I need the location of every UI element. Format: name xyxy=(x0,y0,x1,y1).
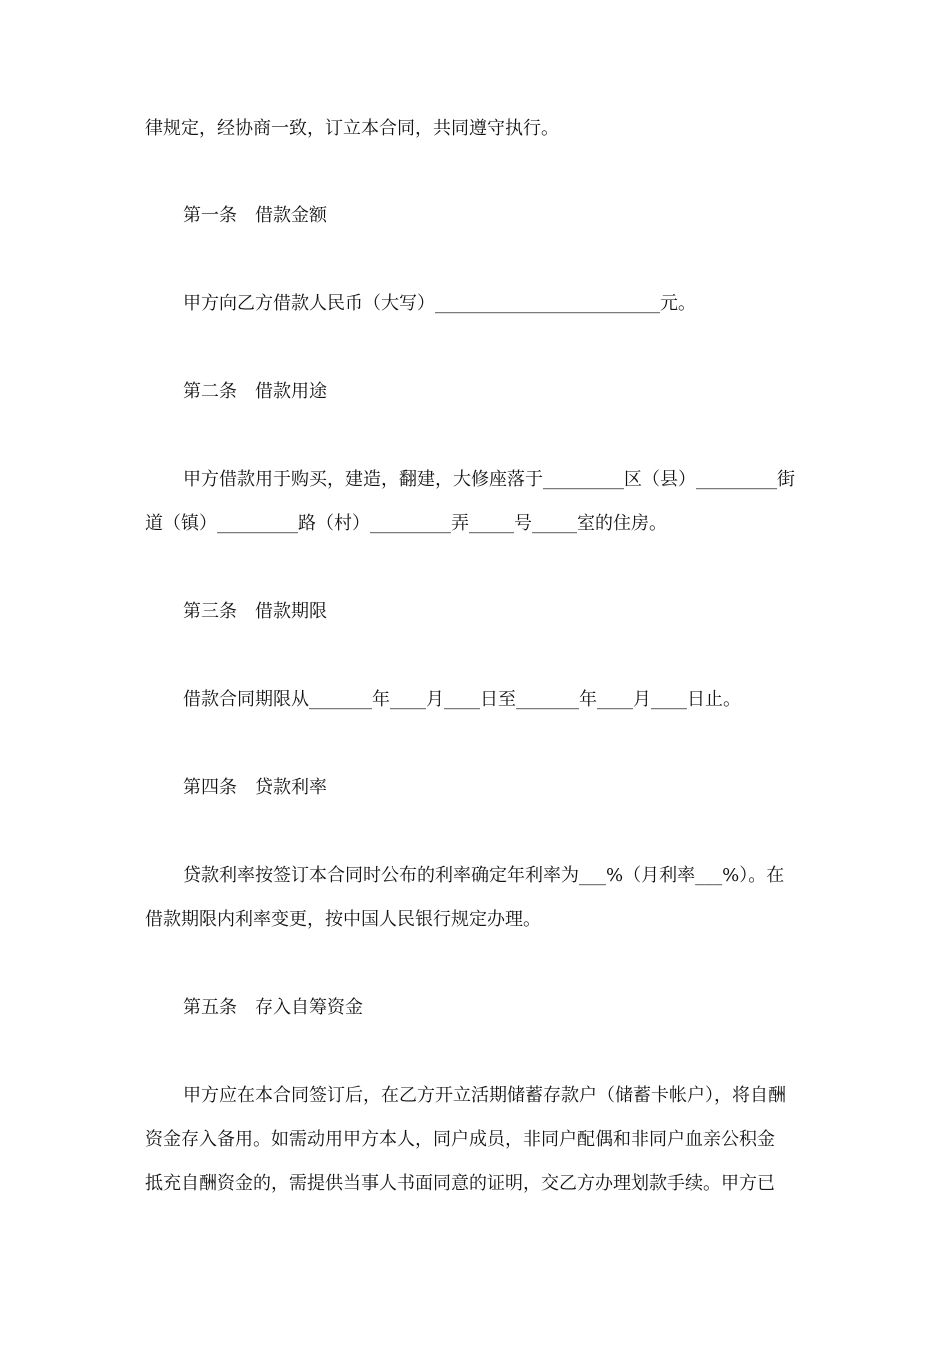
intro-paragraph-tail: 律规定，经协商一致，订立本合同，共同遵守执行。 xyxy=(145,118,559,139)
article-4-body-line-1: 贷款利率按签订本合同时公布的利率确定年利率为___%（月利率___%）。在 xyxy=(183,865,785,886)
article-5-body-line-1: 甲方应在本合同签订后，在乙方开立活期储蓄存款户（储蓄卡帐户），将自酬 xyxy=(183,1085,786,1106)
article-number: 第五条 xyxy=(183,997,237,1018)
article-5-body-line-2: 资金存入备用。如需动用甲方本人，同户成员，非同户配偶和非同户血亲公积金 xyxy=(145,1129,775,1150)
article-number: 第三条 xyxy=(183,601,237,622)
article-number: 第一条 xyxy=(183,205,237,226)
article-title: 借款用途 xyxy=(255,381,327,402)
article-title: 借款金额 xyxy=(255,205,327,226)
article-1-body-line-1: 甲方向乙方借款人民币（大写）_________________________元。 xyxy=(183,293,696,314)
article-title: 借款期限 xyxy=(255,601,327,622)
article-number: 第四条 xyxy=(183,777,237,798)
article-number: 第二条 xyxy=(183,381,237,402)
article-1-heading xyxy=(183,204,810,228)
article-3-body-line-1: 借款合同期限从_______年____月____日至_______年____月____日止。 xyxy=(183,689,741,710)
article-title: 存入自筹资金 xyxy=(255,997,363,1018)
article-2-body-line-2: 道（镇）_________路（村）_________弄_____号_____室的住房。 xyxy=(145,513,667,534)
article-3-heading xyxy=(183,600,810,624)
article-2-heading xyxy=(183,380,810,404)
article-4-body-line-2: 借款期限内利率变更，按中国人民银行规定办理。 xyxy=(145,909,541,930)
article-title: 贷款利率 xyxy=(255,777,327,798)
article-5-body-line-3: 抵充自酬资金的，需提供当事人书面同意的证明，交乙方办理划款手续。甲方已 xyxy=(145,1173,775,1194)
article-4-heading xyxy=(183,776,810,800)
article-2-body-line-1: 甲方借款用于购买，建造，翻建，大修座落于_________区（县）_________街 xyxy=(183,469,795,490)
article-5-heading xyxy=(183,996,810,1020)
